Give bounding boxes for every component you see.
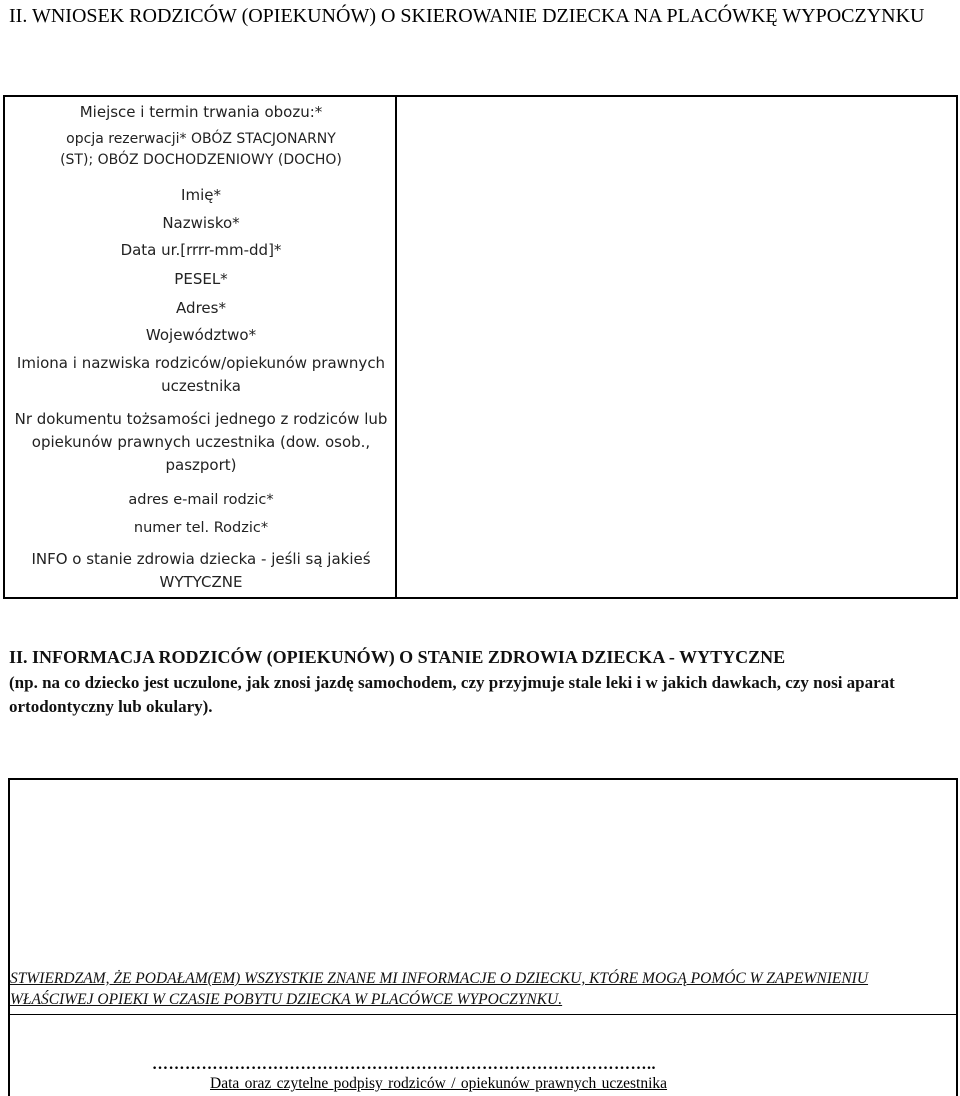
- health-info-box: [8, 778, 958, 1096]
- field-label-parent-id-document: Nr dokumentu tożsamości jednego z rodziców lub opiekunów prawnych uczestnika (dow. osob., paszport): [14, 410, 388, 474]
- field-label-last-name: Nazwisko*: [162, 214, 240, 232]
- form-label-column: [5, 97, 397, 597]
- declaration-divider: [10, 1014, 956, 1015]
- field-label-pesel: PESEL*: [174, 270, 228, 288]
- field-label-health-info: INFO o stanie zdrowia dziecka - jeśli są jakieś WYTYCZNE: [31, 550, 371, 591]
- health-info-heading: II. INFORMACJA RODZICÓW (OPIEKUNÓW) O STANIE ZDROWIA DZIECKA - WYTYCZNE: [9, 647, 786, 667]
- field-label-address: Adres*: [176, 299, 226, 317]
- field-label-parent-names: Imiona i nazwiska rodziców/opiekunów prawnych uczestnika: [16, 354, 386, 395]
- field-label-booking-option: opcja rezerwacji* OBÓZ STACJONARNY (ST); OBÓZ DOCHODZENIOWY (DOCHO): [60, 131, 342, 168]
- field-label-camp-place-date: Miejsce i termin trwania obozu:*: [79, 103, 323, 121]
- application-form-table: [3, 95, 958, 599]
- field-label-first-name: Imię*: [181, 186, 221, 204]
- field-label-parent-phone: numer tel. Rodzic*: [133, 520, 269, 536]
- field-label-voivodeship: Województwo*: [145, 326, 257, 344]
- page-title: II. WNIOSEK RODZICÓW (OPIEKUNÓW) O SKIEROWANIE DZIECKA NA PLACÓWKĘ WYPOCZYNKU: [9, 5, 925, 27]
- signature-line[interactable]: ………………………………………………………………………………..: [152, 1056, 656, 1073]
- field-label-birth-date: Data ur.[rrrr-mm-dd]*: [120, 241, 282, 259]
- field-label-parent-email: adres e-mail rodzic*: [128, 492, 274, 508]
- signature-label: Data oraz czytelne podpisy rodziców / opiekunów prawnych uczestnika: [210, 1075, 668, 1092]
- form-value-column[interactable]: [397, 97, 956, 597]
- health-info-note: (np. na co dziecko jest uczulone, jak znosi jazdę samochodem, czy przyjmuje stale leki i w jakich dawkach, czy nosi aparat ortodontyczny lub okulary).: [9, 673, 895, 716]
- declaration-text: STWIERDZAM, ŻE PODAŁAM(EM) WSZYSTKIE ZNANE MI INFORMACJE O DZIECKU, KTÓRE MOGĄ POMÓC W ZAPEWNIENIU WŁAŚCIWEJ OPIEKI W CZASIE POBYTU DZIECKA W PLACÓWCE WYPOCZYNKU.: [10, 970, 869, 1008]
- health-info-input-area[interactable]: [10, 780, 956, 966]
